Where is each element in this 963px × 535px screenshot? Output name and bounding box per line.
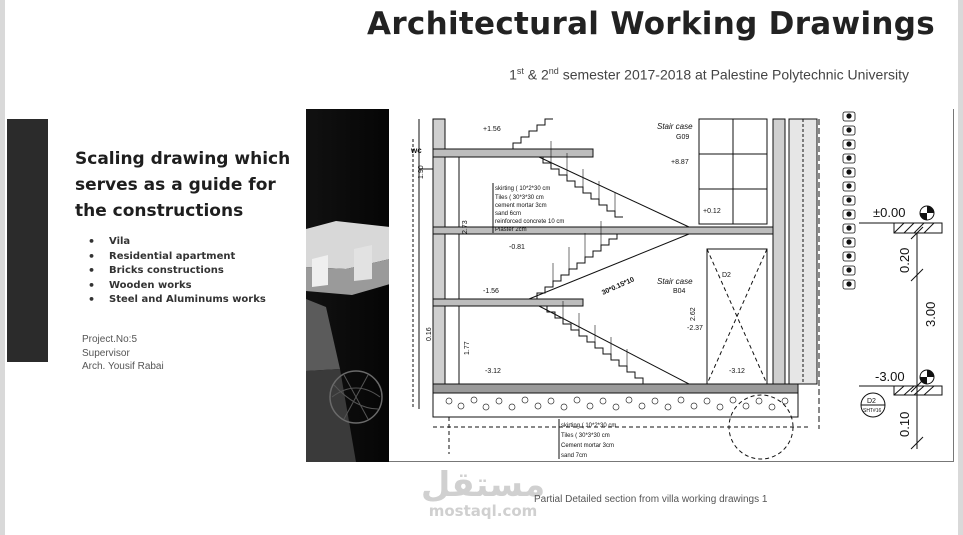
svg-text:3.00: 3.00: [923, 301, 938, 327]
svg-text:Cement mortar 3cm: Cement mortar 3cm: [561, 443, 615, 449]
heading-line: the constructions: [75, 201, 244, 221]
svg-text:-2.37: -2.37: [687, 325, 703, 332]
heading-line: serves as a guide for: [75, 175, 276, 195]
svg-text:-3.00: -3.00: [875, 369, 905, 384]
right-frame: [958, 0, 963, 535]
svg-text:Tiles ( 30*3*30 cm: Tiles ( 30*3*30 cm: [561, 433, 610, 439]
svg-text:1.90: 1.90: [418, 165, 425, 179]
bullet-item: • Bricks constructions: [88, 265, 266, 280]
svg-text:sand 6cm: sand 6cm: [495, 211, 522, 217]
svg-text:Stair case: Stair case: [657, 122, 693, 131]
watermark: [418, 465, 548, 520]
svg-text:-0.81: -0.81: [509, 244, 525, 251]
svg-text:0.20: 0.20: [897, 247, 912, 273]
svg-text:2.62: 2.62: [690, 307, 697, 321]
svg-text:skirting ( 10*2*30 cm: skirting ( 10*2*30 cm: [561, 423, 617, 429]
svg-text:0.16: 0.16: [426, 327, 433, 341]
svg-text:1.77: 1.77: [464, 341, 471, 355]
drawing-frame: [389, 109, 954, 462]
accent-bar: [7, 119, 48, 362]
heading-line: Scaling drawing which: [75, 149, 291, 169]
svg-text:B04: B04: [673, 288, 686, 295]
bullet-item: • Wooden works: [88, 280, 266, 295]
svg-text:skirting ( 10*2*30 cm: skirting ( 10*2*30 cm: [495, 186, 551, 192]
svg-text:sand 7cm: sand 7cm: [561, 453, 588, 459]
svg-text:-1.56: -1.56: [483, 288, 499, 295]
svg-text:D2: D2: [867, 398, 876, 405]
svg-text:G09: G09: [676, 134, 690, 141]
model-photo: [306, 109, 390, 462]
left-frame: [0, 0, 5, 535]
bullet-list: [88, 236, 266, 309]
bullet-item: • Residential apartment: [88, 251, 266, 266]
svg-text:2.73: 2.73: [462, 220, 469, 234]
svg-text:Tiles ( 30*3*30 cm: Tiles ( 30*3*30 cm: [495, 195, 544, 201]
supervisor-name: Arch. Yousif Rabai: [82, 361, 164, 373]
watermark-latin: mostaql.com: [428, 502, 538, 520]
project-number: Project.No:5: [82, 334, 138, 345]
svg-text:Plaster 2cm: Plaster 2cm: [495, 227, 527, 233]
page-subtitle: 1st & 2nd semester 2017-2018 at Palestine Polytechnic University: [509, 66, 909, 83]
section-heading: [75, 146, 300, 224]
svg-text:-3.12: -3.12: [485, 368, 501, 375]
bullet-item: • Vila: [88, 236, 266, 251]
svg-text:+1.56: +1.56: [483, 126, 501, 133]
svg-text:-3.12: -3.12: [729, 368, 745, 375]
svg-text:SHT#16: SHT#16: [863, 408, 882, 414]
supervisor-label: Supervisor: [82, 347, 130, 359]
drawing-caption: Partial Detailed section from villa working drawings 1: [534, 494, 768, 505]
svg-text:cement mortar 3cm: cement mortar 3cm: [495, 203, 547, 209]
svg-text:+8.87: +8.87: [671, 159, 689, 166]
bullet-item: • Steel and Aluminums works: [88, 294, 266, 309]
project-info: [82, 333, 164, 374]
svg-text:reinforced concrete 10 cm: reinforced concrete 10 cm: [495, 219, 565, 225]
svg-text:±0.00: ±0.00: [873, 205, 906, 220]
svg-text:Stair case: Stair case: [657, 277, 693, 286]
page-title: Architectural Working Drawings: [367, 6, 935, 42]
watermark-arabic: مستقل: [420, 465, 546, 505]
svg-text:+0.12: +0.12: [703, 208, 721, 215]
svg-text:wc: wc: [411, 146, 422, 155]
svg-text:D2: D2: [722, 272, 731, 279]
svg-text:0.10: 0.10: [897, 411, 912, 437]
svg-text:30*0.15*10: 30*0.15*10: [600, 276, 636, 297]
